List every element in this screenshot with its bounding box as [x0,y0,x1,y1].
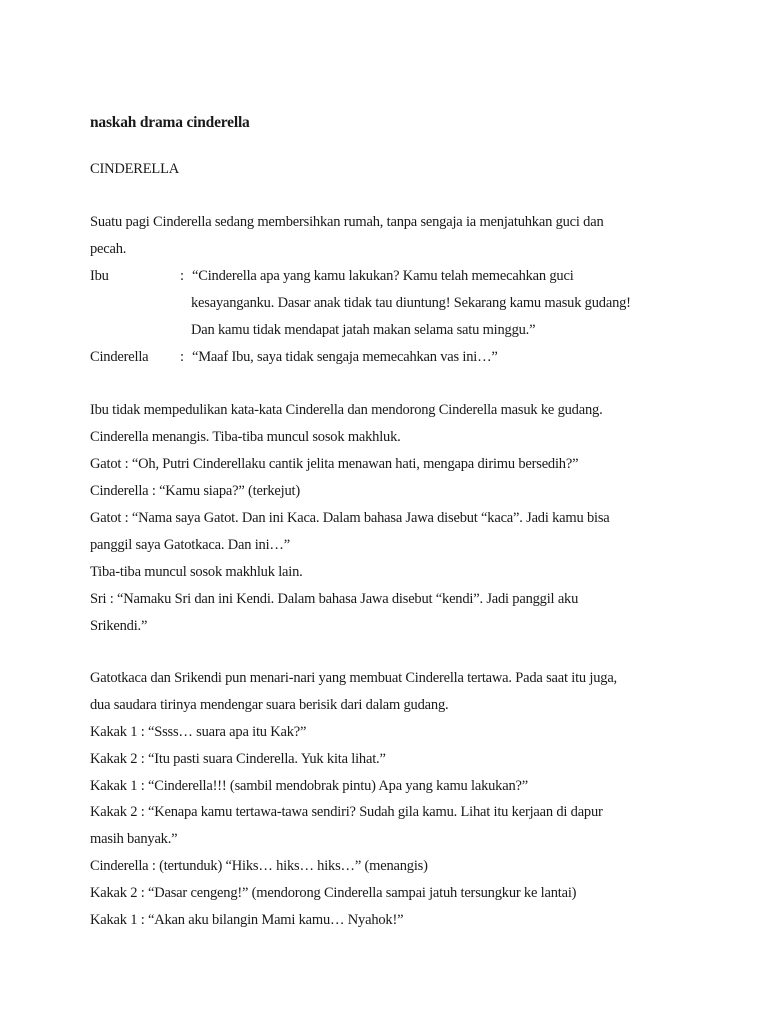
dialog-line-kakak-2: Kakak 2 : “Dasar cengeng!” (mendorong Cinderella sampai jatuh tersungkur ke lantai) [90,885,577,901]
dialog-line-cinderella: Cinderella : (tertunduk) “Hiks… hiks… hiks…” (menangis) [90,858,428,874]
document-title: naskah drama cinderella [90,114,250,131]
dialog-line-kakak-1: Kakak 1 : “Ssss… suara apa itu Kak?” [90,724,307,740]
dialog-line: “Maaf Ibu, saya tidak sengaja memecahkan vas ini…” [192,349,498,365]
dialog-line-sri-cont: Srikendi.” [90,618,148,634]
dialog-line-kakak-2: Kakak 2 : “Kenapa kamu tertawa-tawa sendiri? Sudah gila kamu. Lihat itu kerjaan di dapur [90,804,603,820]
dialog-line-cinderella: Cinderella : “Kamu siapa?” (terkejut) [90,483,301,499]
dialog-line: kesayanganku. Dasar anak tidak tau diuntung! Sekarang kamu masuk gudang! [191,295,631,311]
dialog-line: “Cinderella apa yang kamu lakukan? Kamu telah memecahkan guci [192,268,574,284]
dialog-line-kakak-1: Kakak 1 : “Akan aku bilangin Mami kamu… Nyahok!” [90,912,404,928]
dialog-line-kakak-2: Kakak 2 : “Itu pasti suara Cinderella. Yuk kita lihat.” [90,751,386,767]
dialog-line-gatot: Gatot : “Oh, Putri Cinderellaku cantik jelita menawan hati, mengapa dirimu bersedih?” [90,456,579,472]
opening-paragraph-line-2: pecah. [90,241,127,257]
paragraph-line: Gatotkaca dan Srikendi pun menari-nari yang membuat Cinderella tertawa. Pada saat itu juga, [90,670,617,686]
dialog-line-gatot-cont: panggil saya Gatotkaca. Dan ini…” [90,537,290,553]
dialog-line-gatot: Gatot : “Nama saya Gatot. Dan ini Kaca. Dalam bahasa Jawa disebut “kaca”. Jadi kamu bisa [90,510,610,526]
opening-paragraph-line-1: Suatu pagi Cinderella sedang membersihkan rumah, tanpa sengaja ia menjatuhkan guci dan [90,214,604,230]
document-subtitle: CINDERELLA [90,161,180,177]
dialog-line-kakak-1: Kakak 1 : “Cinderella!!! (sambil mendobrak pintu) Apa yang kamu lakukan?” [90,778,528,794]
speaker-colon: : [180,268,184,284]
paragraph-line: Ibu tidak mempedulikan kata-kata Cinderella dan mendorong Cinderella masuk ke gudang. [90,402,603,418]
paragraph-line: Tiba-tiba muncul sosok makhluk lain. [90,564,303,580]
speaker-name: Ibu [90,268,109,284]
dialog-line-sri: Sri : “Namaku Sri dan ini Kendi. Dalam bahasa Jawa disebut “kendi”. Jadi panggil aku [90,591,579,607]
dialog-line-kakak-2-cont: masih banyak.” [90,831,178,847]
paragraph-line: Cinderella menangis. Tiba-tiba muncul sosok makhluk. [90,429,401,445]
dialog-line: Dan kamu tidak mendapat jatah makan selama satu minggu.” [191,322,536,338]
speaker-name: Cinderella [90,349,149,365]
speaker-colon: : [180,349,184,365]
dialog-row-ibu [90,267,690,347]
paragraph-line: dua saudara tirinya mendengar suara berisik dari dalam gudang. [90,697,449,713]
